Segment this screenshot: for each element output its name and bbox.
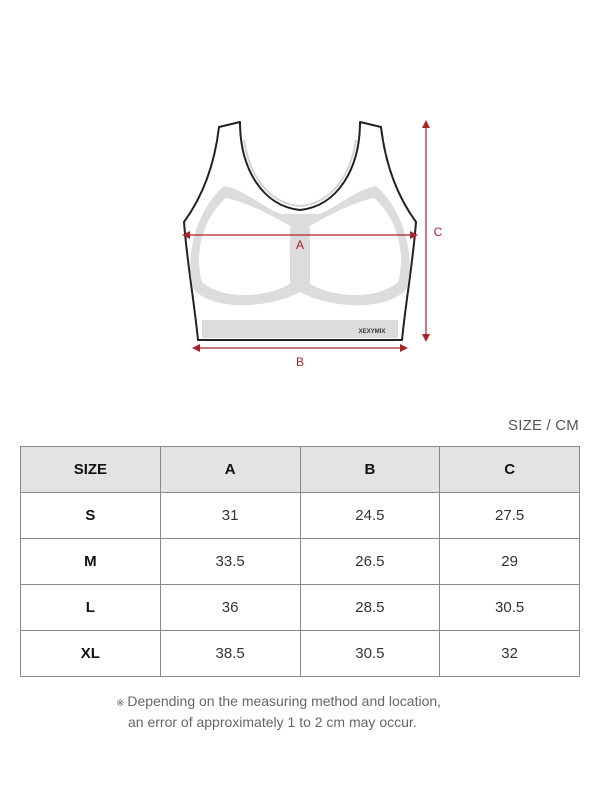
table-cell: 30.5 — [300, 631, 440, 677]
table-row — [21, 539, 580, 585]
table-header-row — [21, 447, 580, 493]
table-cell: S — [21, 493, 161, 539]
table-row — [21, 631, 580, 677]
table-cell: 30.5 — [440, 585, 580, 631]
table-header-cell: B — [300, 447, 440, 493]
table-header-cell: C — [440, 447, 580, 493]
note-mark: ※ — [116, 698, 125, 709]
table-cell: 31 — [160, 493, 300, 539]
table-cell: 24.5 — [300, 493, 440, 539]
table-cell: M — [21, 539, 161, 585]
size-table — [20, 446, 580, 677]
unit-label: SIZE / CM — [508, 417, 579, 434]
table-cell: 26.5 — [300, 539, 440, 585]
table-header-cell: SIZE — [21, 447, 161, 493]
measure-c-label: C — [433, 225, 443, 239]
brand-logo: XEXYMIX — [358, 329, 386, 335]
measure-a-label: A — [295, 238, 305, 252]
measure-b-label: B — [295, 355, 305, 369]
measurement-note — [116, 692, 441, 732]
table-cell: 32 — [440, 631, 580, 677]
table-cell: 27.5 — [440, 493, 580, 539]
table-row — [21, 585, 580, 631]
note-line-2: an error of approximately 1 to 2 cm may occur. — [128, 714, 417, 730]
note-line-1: Depending on the measuring method and location, — [127, 693, 442, 709]
table-cell: XL — [21, 631, 161, 677]
table-cell: 38.5 — [160, 631, 300, 677]
table-row — [21, 493, 580, 539]
table-cell: 36 — [160, 585, 300, 631]
table-cell: 28.5 — [300, 585, 440, 631]
table-cell: 33.5 — [160, 539, 300, 585]
table-cell: L — [21, 585, 161, 631]
garment-diagram — [0, 0, 600, 390]
table-cell: 29 — [440, 539, 580, 585]
table-header-cell: A — [160, 447, 300, 493]
